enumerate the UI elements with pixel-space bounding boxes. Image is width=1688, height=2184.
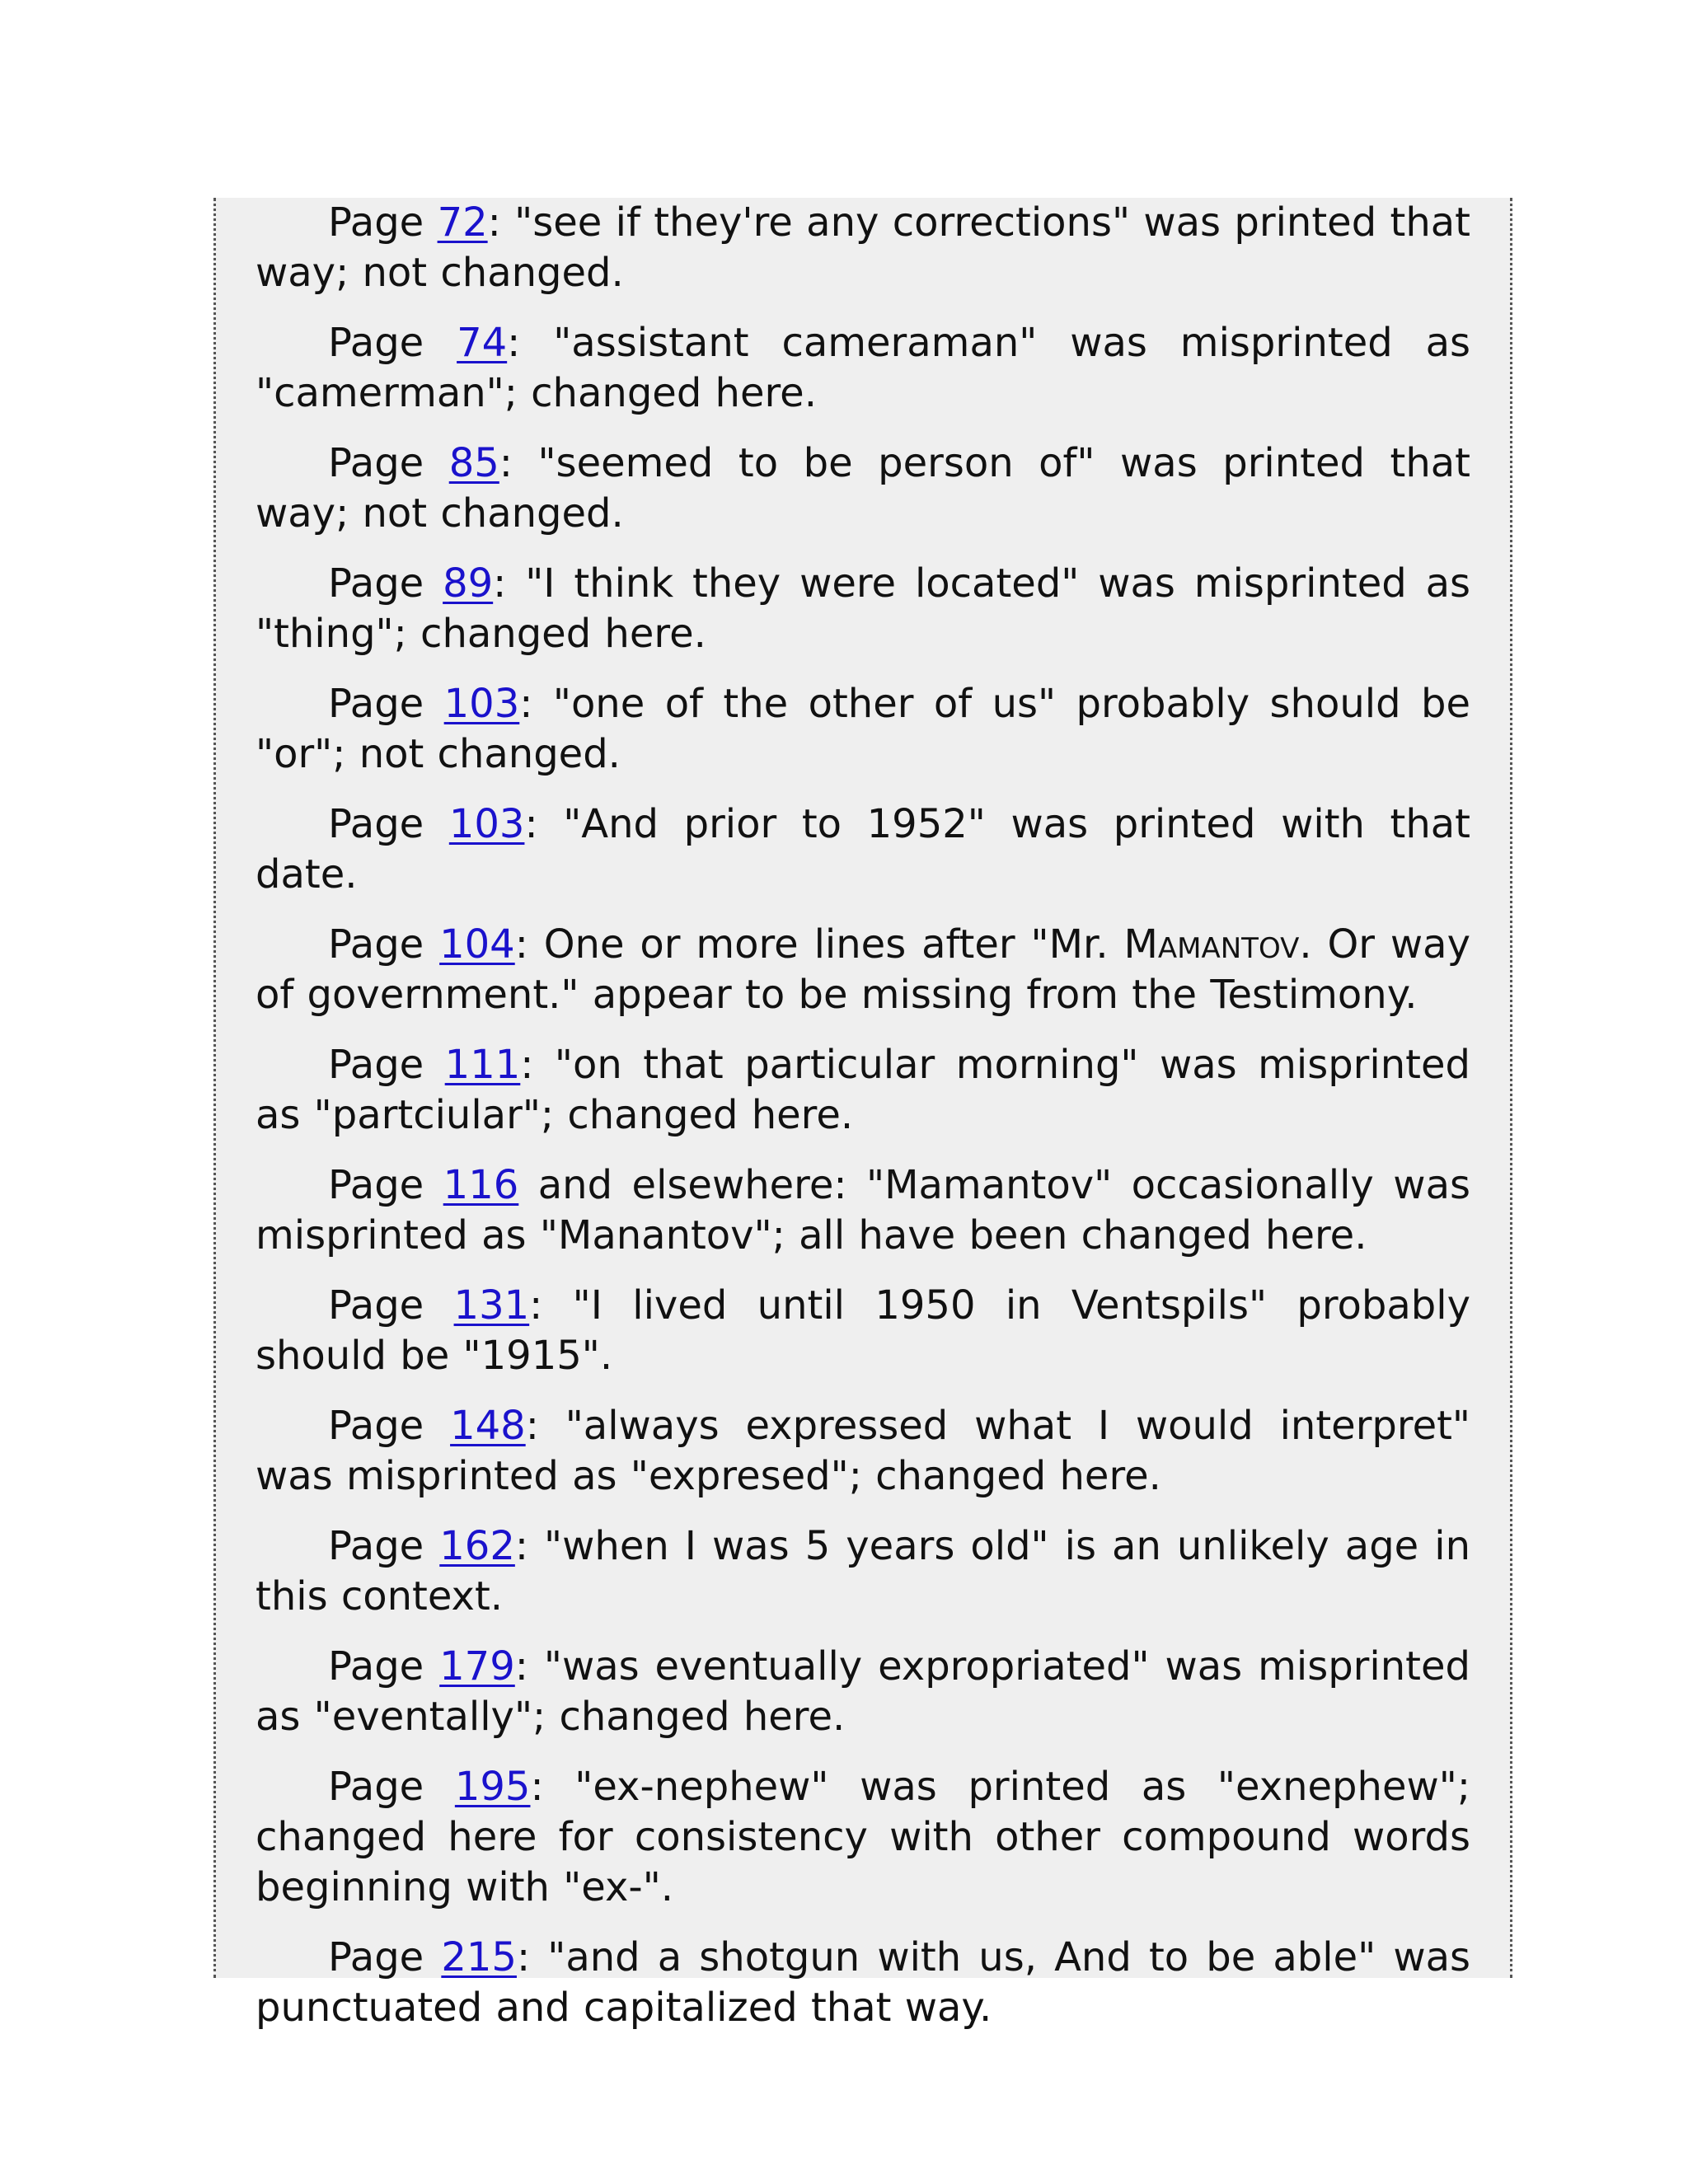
page-link-89[interactable]: 89 [443, 560, 494, 607]
note-text: : "always expressed what I would interpret" was misprinted as "expresed"; changed here. [256, 1403, 1471, 1499]
note-prefix: Page [328, 1403, 451, 1449]
note-text: : "And prior to 1952" was printed with that date. [256, 801, 1471, 898]
note-prefix: Page [328, 320, 457, 366]
note-text: : "assistant cameraman" was misprinted as "camerman"; changed here. [256, 320, 1470, 416]
page-link-85[interactable]: 85 [448, 440, 499, 486]
note-prefix: Page [328, 1282, 454, 1329]
note-item [256, 920, 1470, 1020]
note-prefix: Page [328, 1042, 445, 1088]
page-link-103[interactable]: 103 [443, 681, 520, 727]
note-item [256, 1160, 1470, 1261]
note-item [256, 198, 1470, 298]
page-link-195[interactable]: 195 [454, 1764, 531, 1810]
note-prefix: Page [328, 440, 449, 486]
page-link-111[interactable]: 111 [444, 1042, 521, 1088]
note-prefix: Page [328, 921, 440, 968]
note-text: . Or way of government." appear to be missing from the Testimony. [256, 921, 1470, 1018]
note-prefix: Page [328, 1764, 455, 1810]
page-link-74[interactable]: 74 [457, 320, 508, 366]
note-text: : "see if they're any corrections" was printed that way; not changed. [256, 199, 1470, 296]
page-link-104[interactable]: 104 [439, 921, 515, 968]
note-prefix: Page [328, 1162, 443, 1208]
note-prefix: Page [328, 681, 444, 727]
note-text: : "when I was 5 years old" is an unlikely age in this context. [256, 1523, 1470, 1619]
note-prefix: Page [328, 199, 438, 246]
note-text: : "on that particular morning" was misprinted as "partciular"; changed here. [256, 1042, 1470, 1138]
note-text: and elsewhere: "Mamantov" occasionally was misprinted as "Manantov"; all have been changed here. [256, 1162, 1470, 1258]
page-link-148[interactable]: 148 [450, 1403, 526, 1449]
note-prefix: Page [328, 801, 449, 847]
note-text: : "and a shotgun with us, And to be able" was punctuated and capitalized that way. [256, 1934, 1470, 2031]
page-link-215[interactable]: 215 [441, 1934, 517, 1980]
note-prefix: Page [328, 1523, 440, 1569]
note-item [256, 438, 1470, 539]
page-link-72[interactable]: 72 [437, 199, 488, 246]
note-item [256, 1040, 1470, 1141]
small-caps-name: Mamantov [1123, 921, 1300, 968]
page-link-116[interactable]: 116 [443, 1162, 519, 1208]
note-item [256, 318, 1470, 419]
note-item [256, 1642, 1470, 1742]
transcriber-notes-box [213, 198, 1512, 2031]
note-item [256, 1281, 1470, 1381]
note-item [256, 1933, 1470, 2033]
note-item [256, 1762, 1470, 1913]
page-link-162[interactable]: 162 [439, 1523, 515, 1569]
note-text: : "seemed to be person of" was printed that way; not changed. [256, 440, 1470, 537]
page-link-103-b[interactable]: 103 [448, 801, 525, 847]
page-link-131[interactable]: 131 [453, 1282, 530, 1329]
note-item [256, 799, 1470, 900]
note-text: : "ex-nephew" was printed as "exnephew"; changed here for consistency with other compound words beginning with "ex-". [256, 1764, 1470, 1910]
note-prefix: Page [328, 1643, 440, 1690]
note-text: : "was eventually expropriated" was misprinted as "eventally"; changed here. [256, 1643, 1470, 1740]
note-item [256, 1521, 1470, 1622]
note-prefix: Page [328, 1934, 442, 1980]
note-text: : "I think they were located" was misprinted as "thing"; changed here. [256, 560, 1470, 657]
note-item [256, 679, 1470, 780]
note-prefix: Page [328, 560, 443, 607]
note-item [256, 1401, 1470, 1502]
page-link-179[interactable]: 179 [439, 1643, 515, 1690]
note-text: : One or more lines after "Mr. [514, 921, 1124, 968]
note-text: : "I lived until 1950 in Ventspils" probably should be "1915". [256, 1282, 1470, 1379]
note-item [256, 559, 1470, 659]
note-text: : "one of the other of us" probably should be "or"; not changed. [256, 681, 1470, 777]
